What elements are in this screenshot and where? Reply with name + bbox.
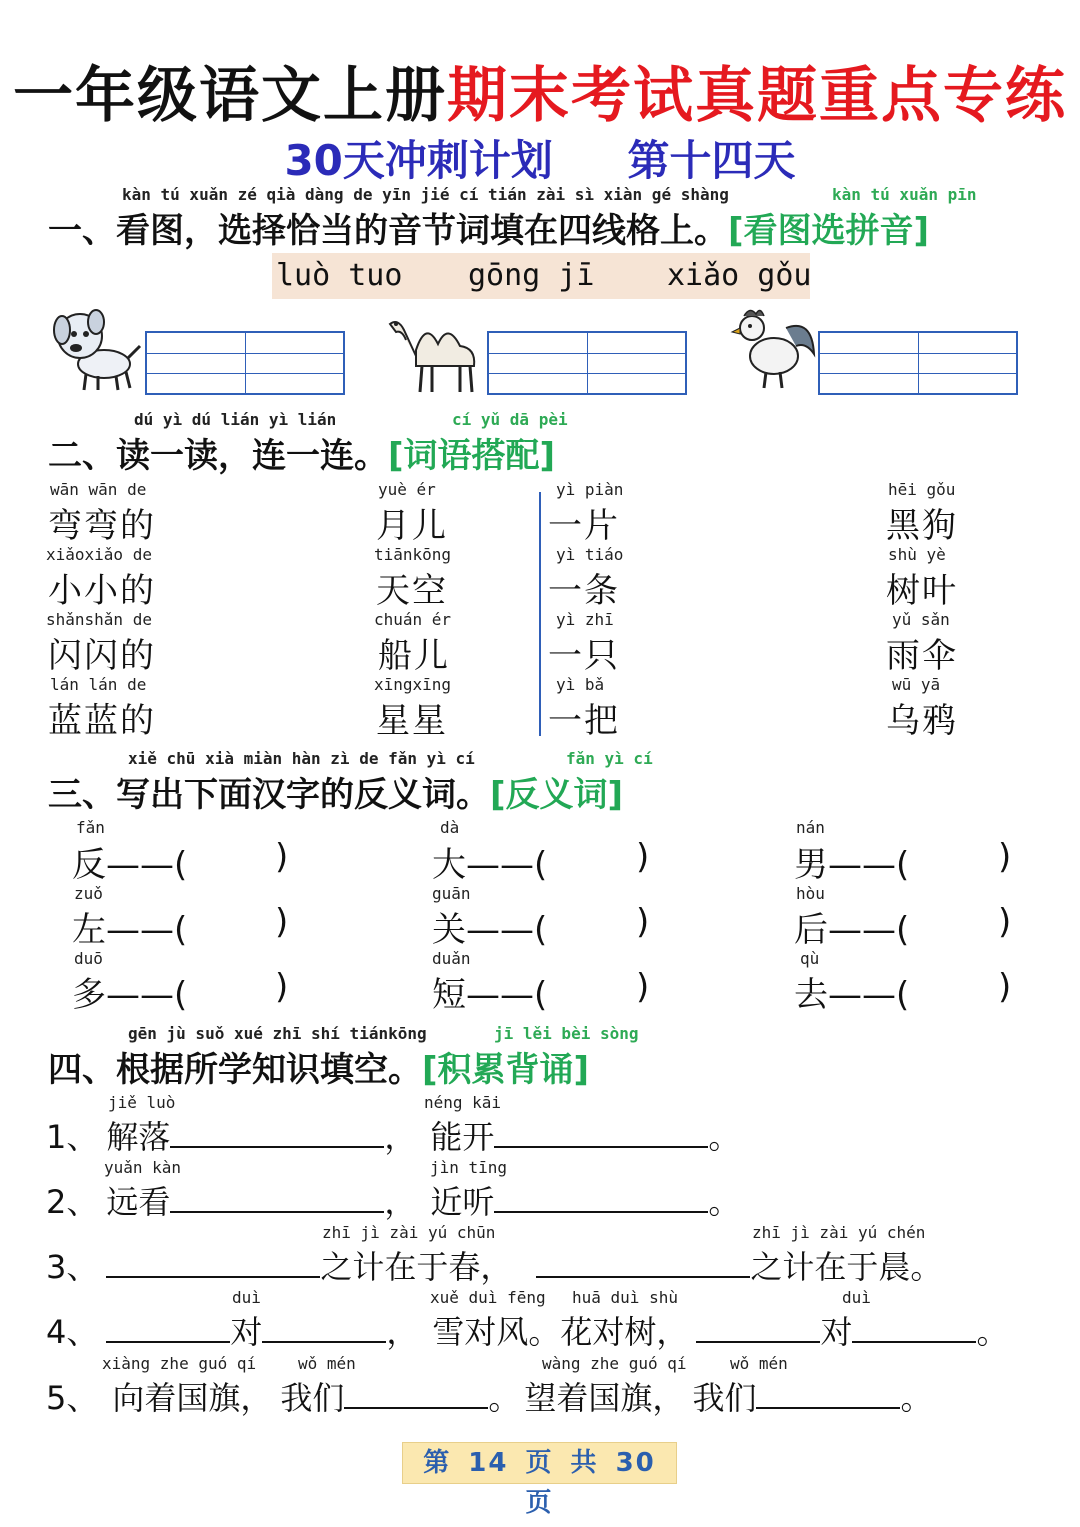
- line-number: 1、: [46, 1118, 99, 1156]
- line-number: 5、: [46, 1379, 99, 1417]
- writing-grid-3[interactable]: [818, 331, 1018, 395]
- match-pinyin: yǔ sǎn: [892, 610, 950, 629]
- match-word[interactable]: 弯弯的: [48, 506, 156, 546]
- match-word[interactable]: 树叶: [886, 571, 958, 611]
- section2-heading: [48, 428, 555, 477]
- match-word[interactable]: 星星: [376, 701, 448, 741]
- fill-pinyin: huā duì shù: [572, 1288, 678, 1307]
- antonym-char: 左: [72, 910, 106, 950]
- antonym-dash: ——(: [828, 910, 910, 950]
- fill-sep: ，: [386, 1313, 419, 1351]
- section4-tag-pinyin: jī lěi bèi sòng: [494, 1024, 639, 1043]
- line-number: 3、: [46, 1248, 99, 1286]
- section4-pinyin: gēn jù suǒ xué zhī shí tiánkōng: [128, 1024, 427, 1043]
- match-word[interactable]: 一条: [548, 571, 620, 611]
- page-title: [0, 48, 1080, 134]
- match-pinyin: shǎnshǎn de: [46, 610, 152, 629]
- answer-blank[interactable]: [170, 1181, 384, 1213]
- answer-blank[interactable]: [494, 1116, 708, 1148]
- fill-pinyin: yuǎn kàn: [104, 1158, 182, 1177]
- match-pinyin: yì piàn: [556, 480, 624, 499]
- antonym-close: ): [275, 902, 289, 942]
- fill-sep: ，: [384, 1183, 417, 1221]
- section1-tag-pinyin: kàn tú xuǎn pīn: [832, 185, 977, 204]
- antonym-pinyin: guān: [432, 884, 471, 903]
- match-word[interactable]: 蓝蓝的: [48, 701, 156, 741]
- fill-word: 之计在于春，: [320, 1248, 513, 1286]
- match-pinyin: xīngxīng: [374, 675, 452, 694]
- match-word[interactable]: 雨伞: [886, 636, 958, 676]
- match-pinyin: tiānkōng: [374, 545, 452, 564]
- antonym-close: ): [636, 902, 650, 942]
- answer-blank[interactable]: [106, 1311, 230, 1343]
- fill-end: 。: [708, 1183, 741, 1221]
- antonym-close: ): [636, 967, 650, 1007]
- section4-tag: [积累背诵]: [422, 1050, 590, 1090]
- line-number: 4、: [46, 1313, 99, 1351]
- section4-heading: [48, 1042, 589, 1091]
- fill-word: 能开: [430, 1118, 495, 1156]
- match-pinyin: lán lán de: [50, 675, 147, 694]
- antonym-dash: ——(: [828, 845, 910, 885]
- fill-pinyin: jìn tīng: [430, 1158, 508, 1177]
- match-word[interactable]: 天空: [376, 571, 448, 611]
- antonym-item[interactable]: [794, 967, 909, 1016]
- title-red: 期末考试真题重点专练: [447, 61, 1067, 131]
- fill-end: 。: [976, 1313, 1009, 1351]
- fill-line-5: [46, 1373, 932, 1419]
- match-word[interactable]: 闪闪的: [48, 636, 156, 676]
- answer-blank[interactable]: [494, 1181, 708, 1213]
- syllable-1: luò tuo: [276, 258, 403, 293]
- antonym-pinyin: zuǒ: [74, 884, 103, 903]
- fill-word: 近听: [430, 1183, 495, 1221]
- answer-blank[interactable]: [262, 1311, 386, 1343]
- fill-word: 我们: [280, 1379, 345, 1417]
- antonym-char: 男: [794, 845, 828, 885]
- page-subtitle: 30天冲刺计划 第十四天: [284, 136, 796, 185]
- antonym-dash: ——(: [466, 910, 548, 950]
- antonym-item[interactable]: [72, 902, 187, 951]
- fill-word: 望着国旗，: [524, 1379, 685, 1417]
- fill-line-1: [46, 1112, 740, 1158]
- section4-heading-text: 四、根据所学知识填空。: [48, 1050, 422, 1090]
- fill-pinyin: duì: [842, 1288, 871, 1307]
- match-word[interactable]: 一片: [548, 506, 620, 546]
- answer-blank[interactable]: [756, 1377, 900, 1409]
- fill-word: 花对树，: [560, 1313, 689, 1351]
- antonym-char: 去: [794, 975, 828, 1015]
- match-word[interactable]: 乌鸦: [886, 701, 958, 741]
- section3-heading: [48, 767, 623, 816]
- antonym-pinyin: dà: [440, 818, 460, 837]
- fill-word: 对: [230, 1313, 263, 1351]
- fill-word: 向着国旗，: [112, 1379, 273, 1417]
- antonym-dash: ——(: [828, 975, 910, 1015]
- antonym-close: ): [998, 967, 1012, 1007]
- antonym-char: 关: [432, 910, 466, 950]
- match-pinyin: yì tiáo: [556, 545, 624, 564]
- antonym-item[interactable]: [794, 902, 909, 951]
- antonym-dash: ——(: [106, 910, 188, 950]
- fill-pinyin: jiě luò: [108, 1093, 176, 1112]
- antonym-dash: ——(: [466, 975, 548, 1015]
- antonym-pinyin: nán: [796, 818, 825, 837]
- fill-pinyin: wǒ mén: [298, 1354, 356, 1373]
- fill-pinyin: zhī jì zài yú chūn: [322, 1223, 496, 1242]
- match-pinyin: yuè ér: [378, 480, 436, 499]
- antonym-dash: ——(: [106, 845, 188, 885]
- fill-pinyin: néng kāi: [424, 1093, 502, 1112]
- dog-icon: [46, 300, 142, 396]
- writing-grid-1[interactable]: [145, 331, 345, 395]
- match-word[interactable]: 月儿: [376, 506, 448, 546]
- antonym-pinyin: duǎn: [432, 949, 471, 968]
- writing-grid-2[interactable]: [487, 331, 687, 395]
- section1-heading: [48, 203, 929, 252]
- section2-pinyin: dú yì dú lián yì lián: [134, 410, 337, 429]
- fill-pinyin: wǒ mén: [730, 1354, 788, 1373]
- page-indicator: 第 14 页 共 30 页: [402, 1442, 677, 1484]
- fill-pinyin: xiàng zhe guó qí: [102, 1354, 257, 1373]
- fill-end: 。: [708, 1118, 741, 1156]
- match-pinyin: hēi gǒu: [888, 480, 956, 499]
- match-pinyin: chuán ér: [374, 610, 452, 629]
- antonym-dash: ——(: [106, 975, 188, 1015]
- title-black: 一年级语文上册: [13, 61, 447, 131]
- match-pinyin: wān wān de: [50, 480, 147, 499]
- antonym-char: 短: [432, 975, 466, 1015]
- antonym-item[interactable]: [72, 837, 187, 886]
- section2-tag-pinyin: cí yǔ dā pèi: [452, 410, 568, 429]
- antonym-item[interactable]: [432, 902, 547, 951]
- fill-word: 我们: [692, 1379, 757, 1417]
- answer-blank[interactable]: [852, 1311, 976, 1343]
- answer-blank[interactable]: [536, 1246, 750, 1278]
- match-pinyin: shù yè: [888, 545, 946, 564]
- answer-blank[interactable]: [696, 1311, 820, 1343]
- antonym-char: 反: [72, 845, 106, 885]
- fill-pinyin: zhī jì zài yú chén: [752, 1223, 926, 1242]
- fill-line-2: [46, 1177, 740, 1223]
- fill-end: 。: [488, 1379, 521, 1417]
- fill-word: 解落: [106, 1118, 171, 1156]
- fill-line-4: [46, 1307, 1008, 1353]
- fill-end: 。: [900, 1379, 933, 1417]
- antonym-close: ): [275, 967, 289, 1007]
- match-word[interactable]: 小小的: [48, 571, 156, 611]
- fill-word: 远看: [106, 1183, 171, 1221]
- fill-line-3: [46, 1242, 942, 1288]
- camel-icon: [386, 300, 486, 396]
- antonym-char: 大: [432, 845, 466, 885]
- match-pinyin: xiǎoxiǎo de: [46, 545, 152, 564]
- section3-pinyin: xiě chū xià miàn hàn zì de fǎn yì cí: [128, 749, 475, 768]
- match-pinyin: wū yā: [892, 675, 941, 694]
- fill-pinyin: duì: [232, 1288, 261, 1307]
- line-number: 2、: [46, 1183, 99, 1221]
- fill-word: 雪对风。: [432, 1313, 561, 1351]
- antonym-char: 多: [72, 975, 106, 1015]
- section1-tag: [看图选拼音]: [728, 211, 930, 251]
- match-word[interactable]: 一把: [548, 701, 620, 741]
- section2-heading-text: 二、读一读，连一连。: [48, 436, 388, 476]
- antonym-pinyin: hòu: [796, 884, 825, 903]
- antonym-dash: ——(: [466, 845, 548, 885]
- antonym-pinyin: fǎn: [76, 818, 105, 837]
- syllable-3: xiǎo gǒu: [667, 258, 812, 293]
- antonym-item[interactable]: [72, 967, 187, 1016]
- match-word[interactable]: 黑狗: [886, 506, 958, 546]
- match-word[interactable]: 一只: [548, 636, 620, 676]
- fill-sep: ，: [384, 1118, 417, 1156]
- antonym-char: 后: [794, 910, 828, 950]
- fill-word: 对: [820, 1313, 853, 1351]
- section2-tag: [词语搭配]: [388, 436, 556, 476]
- antonym-pinyin: duō: [74, 949, 103, 968]
- fill-word: 之计在于晨。: [750, 1248, 943, 1286]
- section3-tag-pinyin: fǎn yì cí: [566, 749, 653, 768]
- match-pinyin: yì zhī: [556, 610, 614, 629]
- antonym-pinyin: qù: [800, 949, 820, 968]
- fill-pinyin: wàng zhe guó qí: [542, 1354, 687, 1373]
- answer-blank[interactable]: [106, 1246, 320, 1278]
- section3-heading-text: 三、写出下面汉字的反义词。: [48, 775, 490, 815]
- section1-pinyin: kàn tú xuǎn zé qià dàng de yīn jié cí tián zài sì xiàn gé shàng: [122, 185, 729, 204]
- column-divider: [539, 492, 541, 736]
- answer-blank[interactable]: [170, 1116, 384, 1148]
- section1-heading-text: 一、看图，选择恰当的音节词填在四线格上。: [48, 211, 728, 251]
- antonym-item[interactable]: [794, 837, 909, 886]
- antonym-close: ): [275, 837, 289, 877]
- rooster-icon: [726, 298, 818, 394]
- syllable-2: gōng jī: [468, 258, 595, 293]
- match-pinyin: yì bǎ: [556, 675, 605, 694]
- antonym-close: ): [998, 902, 1012, 942]
- answer-blank[interactable]: [344, 1377, 488, 1409]
- antonym-close: ): [998, 837, 1012, 877]
- match-word[interactable]: 船儿: [378, 636, 450, 676]
- section3-tag: [反义词]: [490, 775, 624, 815]
- antonym-close: ): [636, 837, 650, 877]
- fill-pinyin: xuě duì fēng: [430, 1288, 546, 1307]
- antonym-item[interactable]: [432, 837, 547, 886]
- antonym-item[interactable]: [432, 967, 547, 1016]
